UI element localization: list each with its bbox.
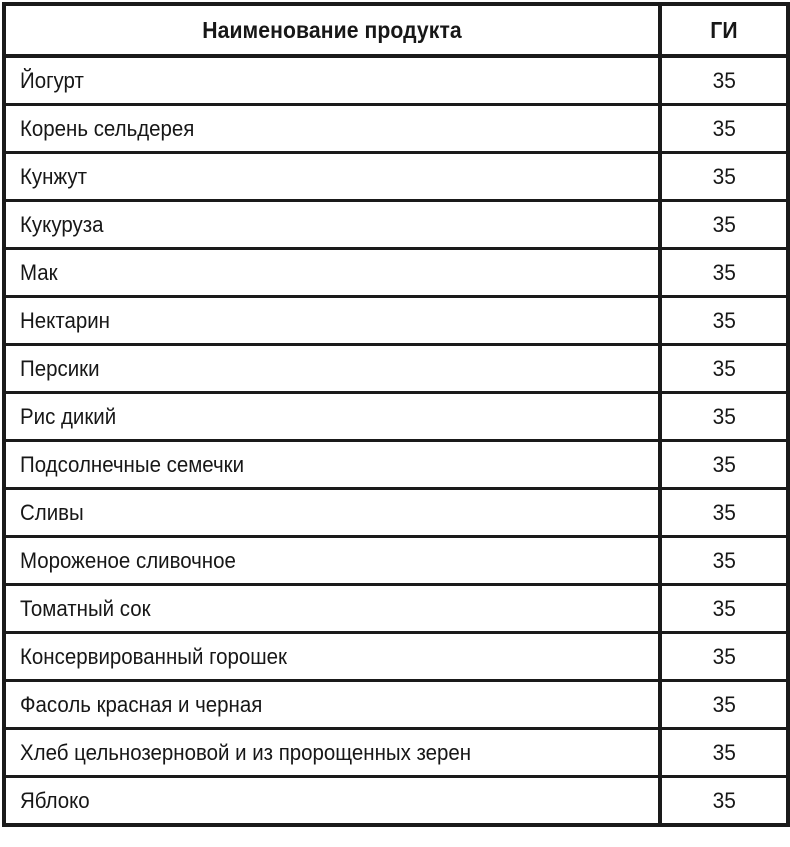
gi-value-text: 35 [712,403,736,429]
table-row [4,297,788,345]
cell-product-name [4,105,660,153]
gi-value-text: 35 [712,739,736,765]
cell-product-name [4,153,660,201]
table-row [4,345,788,393]
gi-value-text: 35 [712,691,736,717]
product-name-text: Мак [20,259,58,285]
product-name-text: Мороженое сливочное [20,547,236,573]
product-name-text: Яблоко [20,787,90,813]
cell-gi-value [660,729,788,777]
product-name-text: Корень сельдерея [20,115,195,141]
product-name-text: Консервированный горошек [20,643,287,669]
column-header-product-name [4,4,660,56]
cell-gi-value [660,633,788,681]
table-row [4,153,788,201]
cell-product-name [4,537,660,585]
cell-product-name [4,441,660,489]
cell-product-name [4,633,660,681]
column-header-gi-label: ГИ [710,16,738,43]
table-row [4,777,788,826]
table-row [4,537,788,585]
gi-value-text: 35 [712,259,736,285]
gi-value-text: 35 [712,787,736,813]
cell-gi-value [660,585,788,633]
product-name-text: Персики [20,355,100,381]
cell-product-name [4,393,660,441]
cell-gi-value [660,297,788,345]
product-name-text: Кукуруза [20,211,104,237]
product-name-text: Подсолнечные семечки [20,451,245,477]
column-header-gi [660,4,788,56]
cell-gi-value [660,249,788,297]
gi-value-text: 35 [712,643,736,669]
cell-product-name [4,56,660,105]
table-row [4,393,788,441]
cell-product-name [4,249,660,297]
cell-product-name [4,777,660,826]
gi-value-text: 35 [712,163,736,189]
cell-gi-value [660,537,788,585]
product-name-text: Рис дикий [20,403,117,429]
product-name-text: Томатный сок [20,595,151,621]
table-header-row [4,4,788,56]
cell-gi-value [660,681,788,729]
cell-gi-value [660,441,788,489]
cell-gi-value [660,489,788,537]
product-name-text: Йогурт [20,67,84,93]
cell-gi-value [660,345,788,393]
cell-product-name [4,201,660,249]
cell-gi-value [660,201,788,249]
gi-value-text: 35 [712,211,736,237]
glycemic-index-table [2,2,790,827]
cell-gi-value [660,105,788,153]
product-name-text: Хлеб цельнозерновой и из пророщенных зерен [20,739,472,765]
cell-gi-value [660,777,788,826]
product-name-text: Кунжут [20,163,87,189]
cell-gi-value [660,56,788,105]
gi-value-text: 35 [712,67,736,93]
table-row [4,201,788,249]
gi-value-text: 35 [712,499,736,525]
gi-value-text: 35 [712,547,736,573]
cell-product-name [4,345,660,393]
product-name-text: Нектарин [20,307,110,333]
table-row [4,633,788,681]
gi-value-text: 35 [712,451,736,477]
table-body [4,56,788,825]
table-row [4,489,788,537]
cell-product-name [4,297,660,345]
cell-gi-value [660,153,788,201]
cell-gi-value [660,393,788,441]
cell-product-name [4,681,660,729]
table-row [4,105,788,153]
table-row [4,56,788,105]
cell-product-name [4,489,660,537]
gi-value-text: 35 [712,115,736,141]
table-row [4,729,788,777]
gi-value-text: 35 [712,355,736,381]
product-name-text: Сливы [20,499,84,525]
cell-product-name [4,729,660,777]
gi-value-text: 35 [712,595,736,621]
table-row [4,585,788,633]
table-row [4,441,788,489]
product-name-text: Фасоль красная и черная [20,691,263,717]
gi-value-text: 35 [712,307,736,333]
table-row [4,249,788,297]
table-row [4,681,788,729]
table-header [4,4,788,56]
column-header-product-name-label: Наименование продукта [202,16,462,43]
cell-product-name [4,585,660,633]
